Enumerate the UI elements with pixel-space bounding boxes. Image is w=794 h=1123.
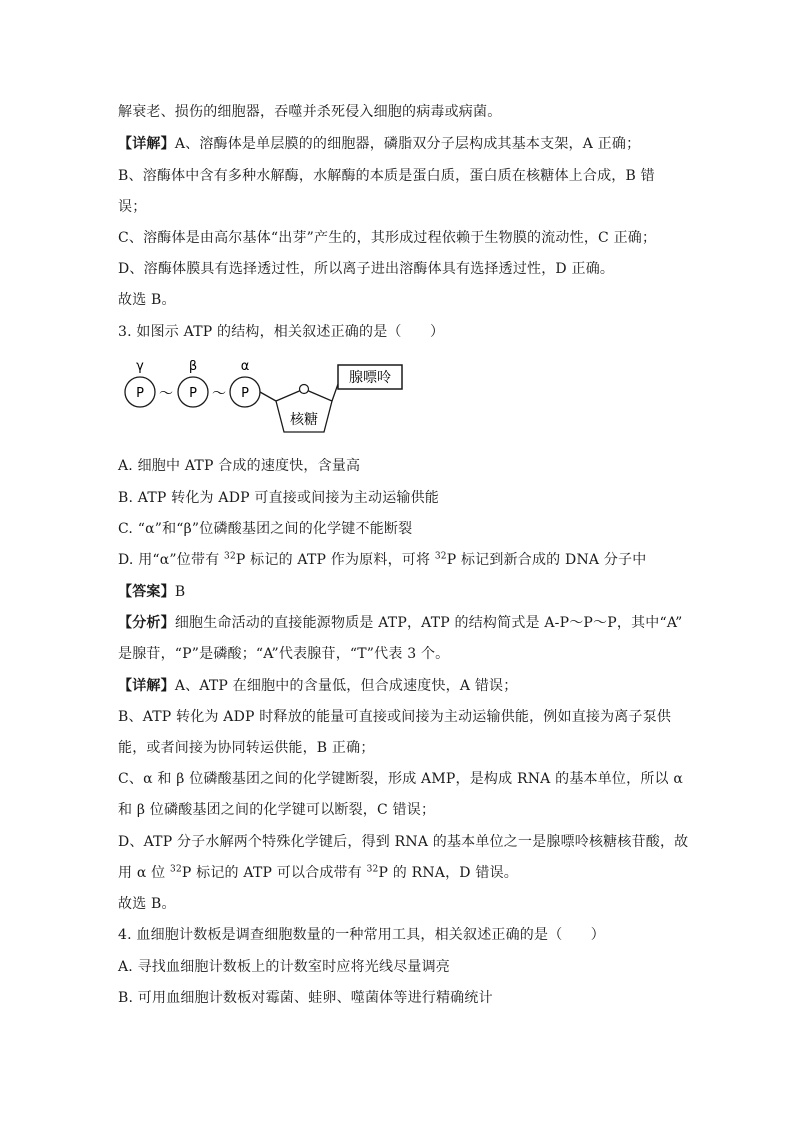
text-line: C、α 和 β 位磷酸基团之间的化学键断裂，形成 AMP，是构成 RNA 的基本单位，所以 α <box>118 771 684 787</box>
text-line: 【详解】A、溶酶体是单层膜的的细胞器，磷脂双分子层构成其基本支架，A 正确； <box>118 136 641 152</box>
phosphate-alpha-label: P <box>241 386 249 401</box>
analysis-line: 【分析】细胞生命活动的直接能源物质是 ATP，ATP 的结构简式是 A-P～P～P，其中“A” <box>118 615 683 631</box>
adenine-label: 腺嘌呤 <box>349 370 391 386</box>
question-4-stem: 4. 血细胞计数板是调查细胞数量的一种常用工具，相关叙述正确的是（ ） <box>118 927 606 943</box>
option-3c: C. “α”和“β”位磷酸基团之间的化学键不能断裂 <box>118 521 413 537</box>
option-4b: B. 可用血细胞计数板对霉菌、蛙卵、噬菌体等进行精确统计 <box>118 990 493 1006</box>
option-3d: D. 用“α”位带有 $^{32}$P 标记的 ATP 作为原料，可将 $^{32}$P 标记到新合成的 DNA 分子中 <box>118 551 647 568</box>
text-line: 能，或者间接为协同转运供能，B 正确； <box>118 740 375 756</box>
ribose-label: 核糖 <box>290 412 318 428</box>
bond-gamma-beta: ～ <box>159 386 173 402</box>
detail-tag: 【详解】 <box>118 678 175 694</box>
text-line: 是腺苷，“P”是磷酸；“A”代表腺苷，“T”代表 3 个。 <box>118 646 450 662</box>
bond-ribose-adenine <box>332 384 338 401</box>
alpha-label: α <box>240 359 250 374</box>
section-tag: 【详解】 <box>118 136 175 152</box>
text-line: 和 β 位磷酸基团之间的化学键可以断裂，C 错误； <box>118 802 436 818</box>
text-line: 用 α 位 $^{32}$P 标记的 ATP 可以合成带有 $^{32}$P 的 RNA，D 错误。 <box>118 864 518 881</box>
beta-label: β <box>188 359 198 374</box>
text-line: 解衰老、损伤的细胞器，吞噬并杀死侵入细胞的病毒或病菌。 <box>118 104 502 120</box>
answer-tag: 【答案】 <box>118 584 175 600</box>
option-4a: A. 寻找血细胞计数板上的计数室时应将光线尽量调亮 <box>118 959 451 975</box>
option-3a: A. 细胞中 ATP 合成的速度快，含量高 <box>118 458 361 474</box>
text-line: 故选 B。 <box>118 896 176 912</box>
text-line: D、ATP 分子水解两个特殊化学键后，得到 RNA 的基本单位之一是腺嘌呤核糖核苷酸，故 <box>118 834 689 850</box>
atp-structure-diagram <box>118 356 418 442</box>
option-3b: B. ATP 转化为 ADP 可直接或间接为主动运输供能 <box>118 490 439 506</box>
text-line: B、ATP 转化为 ADP 时释放的能量可直接或间接为主动运输供能，例如直接为离子泵供 <box>118 709 672 725</box>
question-3-stem: 3. 如图示 ATP 的结构，相关叙述正确的是（ ） <box>118 324 445 340</box>
bond-beta-alpha: ～ <box>212 386 226 402</box>
bond-phosphate-ribose <box>260 392 276 401</box>
gamma-label: γ <box>136 359 144 374</box>
text-line: B、溶酶体中含有多种水解酶，水解酶的本质是蛋白质，蛋白质在核糖体上合成，B 错 <box>118 168 655 184</box>
answer-line: 【答案】B <box>118 584 186 600</box>
detail-line: 【详解】A、ATP 在细胞中的含量低，但合成速度快，A 错误； <box>118 678 518 694</box>
text-line: 故选 B。 <box>118 292 176 308</box>
phosphate-gamma-label: P <box>136 386 144 401</box>
text-line: C、溶酶体是由高尔基体“出芽”产生的，其形成过程依赖于生物膜的流动性，C 正确； <box>118 230 657 246</box>
ring-oxygen-circle <box>300 385 309 394</box>
text-line: D、溶酶体膜具有选择透过性，所以离子进出溶酶体具有选择透过性，D 正确。 <box>118 261 615 277</box>
text-line: 误； <box>118 199 147 215</box>
phosphate-beta-label: P <box>189 386 197 401</box>
analysis-tag: 【分析】 <box>118 615 175 631</box>
